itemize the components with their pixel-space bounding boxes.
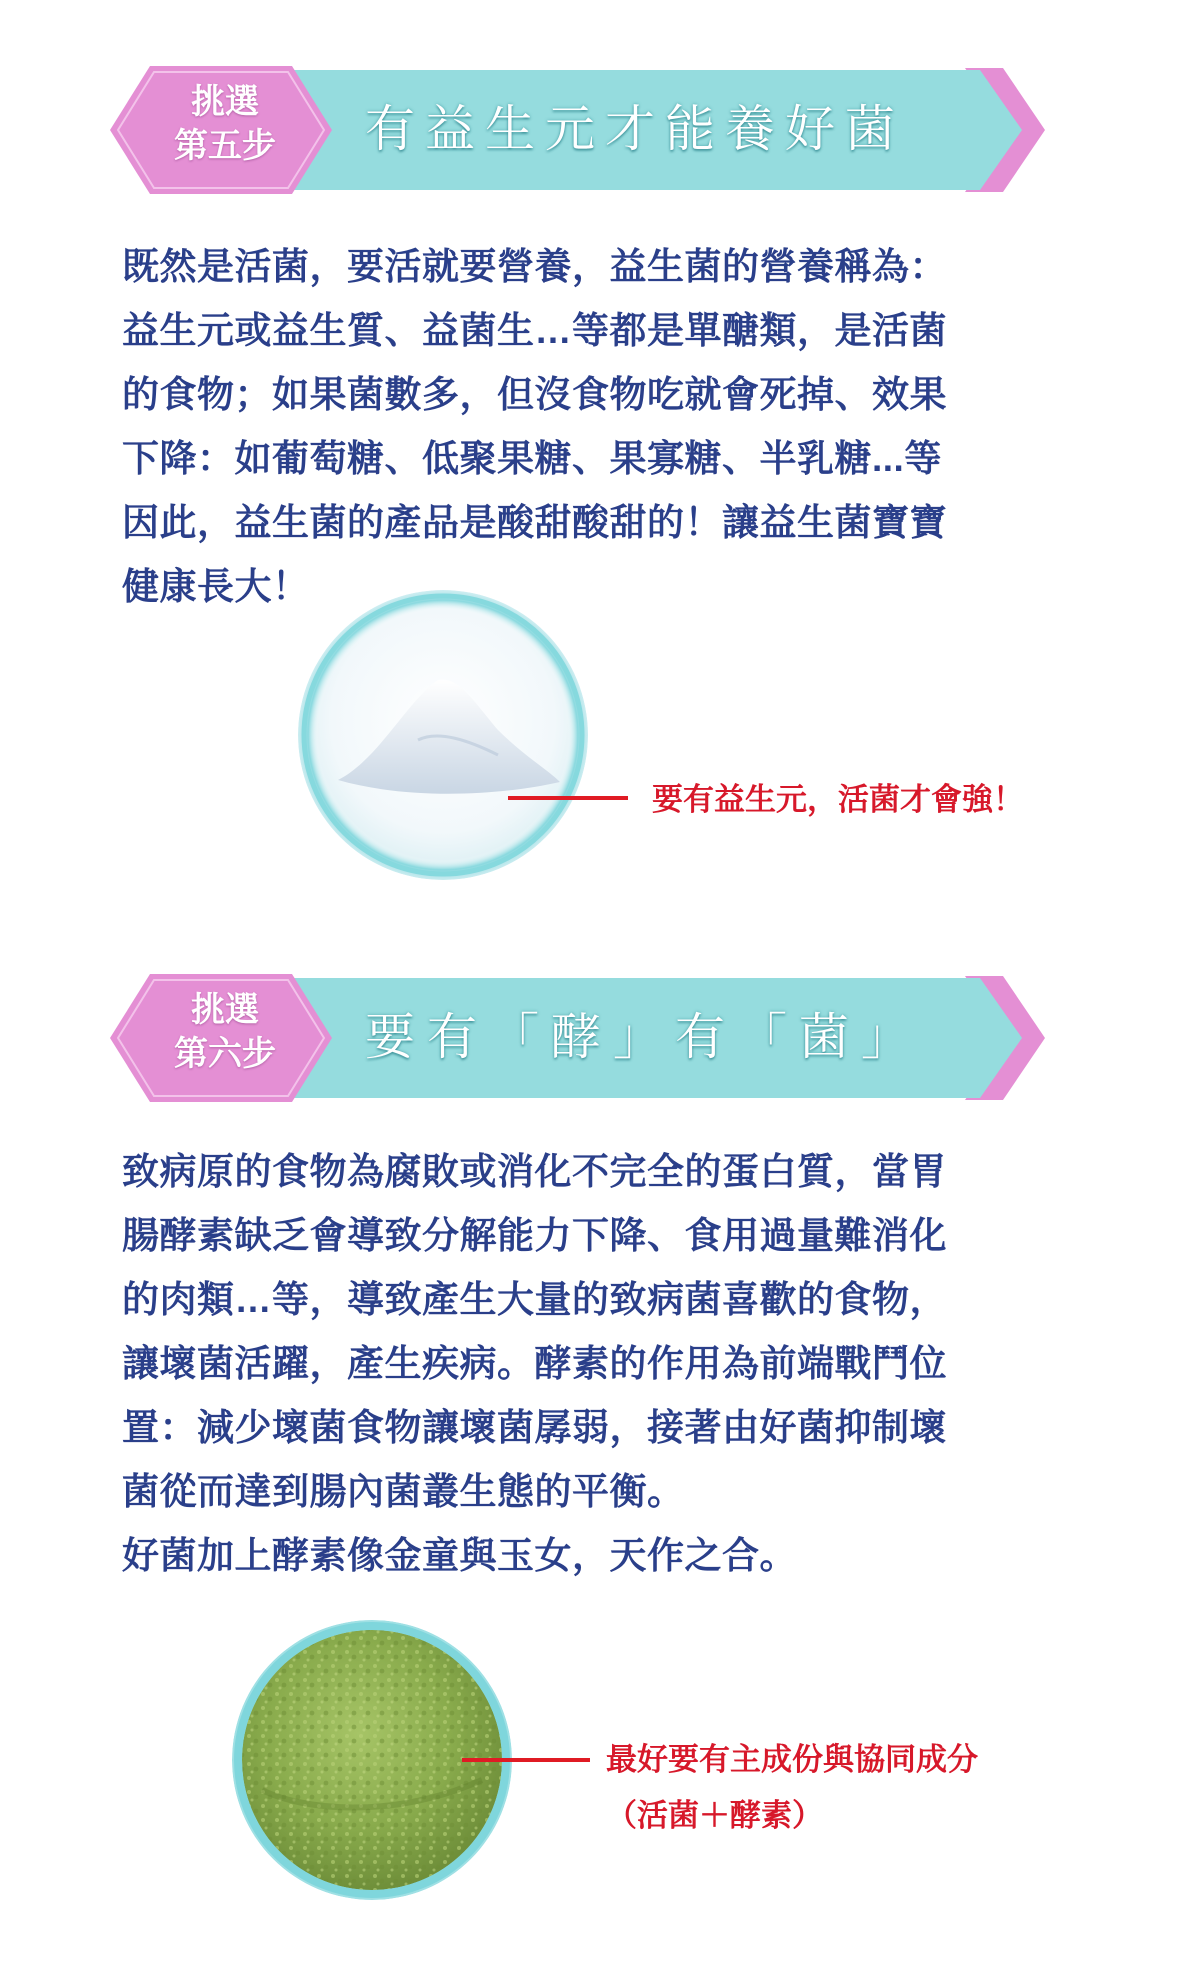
step6-line: 讓壞菌活躍，產生疾病。酵素的作用為前端戰鬥位 [122, 1343, 947, 1384]
step5-title: 有益生元才能養好菌 [365, 100, 905, 158]
step5-paragraph [122, 235, 1082, 619]
step6-line: 置：減少壞菌食物讓壞菌孱弱，接著由好菌抑制壞 [122, 1407, 947, 1448]
step6-section [0, 900, 1201, 1974]
step6-line: 的肉類…等，導致產生大量的致病菌喜歡的食物， [122, 1279, 947, 1320]
step5-banner [110, 62, 1045, 197]
step5-badge-line2: 第五步 [174, 126, 276, 166]
step5-line: 的食物；如果菌數多，但沒食物吃就會死掉、效果 [122, 374, 947, 415]
step5-line: 下降：如葡萄糖、低聚果糖、果寡糖、半乳糖...等 [122, 438, 942, 479]
step5-line: 健康長大！ [122, 566, 310, 607]
step5-line: 既然是活菌，要活就要營養，益生菌的營養稱為： [122, 246, 947, 287]
step5-callout: 要有益生元，活菌才會強！ [652, 782, 1024, 817]
step6-line: 菌從而達到腸內菌叢生態的平衡。 [122, 1471, 685, 1512]
step6-title: 要有「酵」有「菌」 [365, 1008, 923, 1066]
step5-section [0, 0, 1201, 900]
step5-line: 益生元或益生質、益菌生…等都是單醣類，是活菌 [122, 310, 947, 351]
step6-badge [150, 988, 300, 1076]
step5-line: 因此，益生菌的產品是酸甜酸甜的！讓益生菌寶寶 [122, 502, 947, 543]
step6-callout-line1: 最好要有主成份與協同成分 [606, 1742, 978, 1777]
step6-badge-line1: 挑選 [191, 990, 259, 1030]
step6-line: 致病原的食物為腐敗或消化不完全的蛋白質，當胃 [122, 1151, 947, 1192]
step5-badge-line1: 挑選 [191, 82, 259, 122]
step5-badge [150, 80, 300, 168]
step6-paragraph [122, 1140, 1082, 1588]
step6-callout-line2: （活菌＋酵素） [606, 1798, 823, 1833]
step6-line: 腸酵素缺乏會導致分解能力下降、食用過量難消化 [122, 1215, 947, 1256]
step5-callout-line [508, 796, 628, 800]
step6-banner [110, 970, 1045, 1105]
step6-badge-line2: 第六步 [174, 1034, 276, 1074]
step6-callout-line [462, 1758, 590, 1762]
step6-line: 好菌加上酵素像金童與玉女，天作之合。 [122, 1535, 797, 1576]
white-powder-image [298, 590, 588, 880]
